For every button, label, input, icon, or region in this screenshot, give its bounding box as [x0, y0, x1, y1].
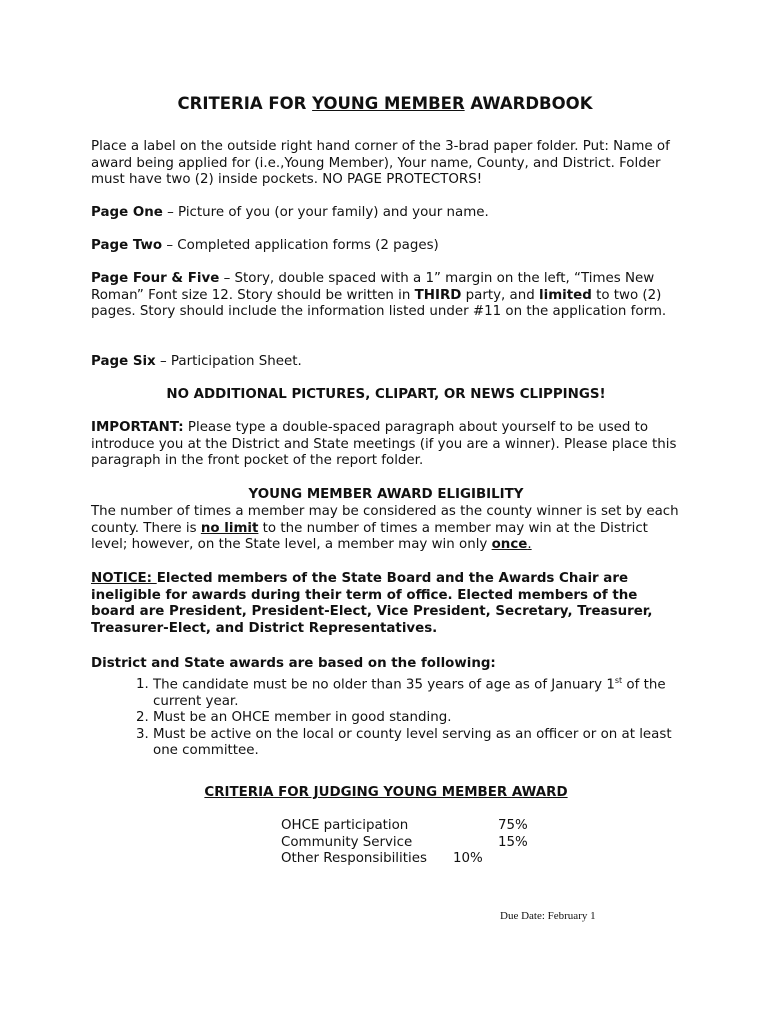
page-title [91, 94, 679, 114]
title-prefix: CRITERIA FOR [177, 94, 313, 113]
table-row [281, 818, 581, 835]
page-six-text: – Participation Sheet. [155, 354, 302, 369]
eligibility-text2: to the number of times a member may win at the District level; however, on the State level, a member may win only [91, 520, 648, 552]
eligibility-text1: The number of times a member may be considered as the county winner is set by each county. There is [91, 504, 679, 536]
page-four-five-bold1: THIRD [414, 287, 462, 303]
table-row [281, 835, 581, 852]
page-two-label: Page Two [91, 238, 163, 253]
page-four-five-text3: to two (2) pages. Story should include the information listed under #11 on the application form. [91, 287, 667, 319]
page-two-text: – Completed application forms (2 pages) [162, 238, 439, 253]
page-one-text: – Picture of you (or your family) and your name. [162, 205, 489, 220]
intro-paragraph: Place a label on the outside right hand corner of the 3-brad paper folder. Put: Name of award being applied for (i.e.,Young Member), Your name, County, and District. Folder must have two (2) inside pockets. NO PAGE PROTECTORS! [91, 139, 670, 187]
list-item: 2. Must be an OHCE member in good standing. [153, 710, 681, 727]
page-four-five-text1: – Story, double spaced with a 1” margin on the left, “Times New Roman” Font size 12. Story should be written in [91, 271, 655, 303]
important-paragraph [91, 420, 681, 470]
awards-basis-heading: District and State awards are based on the following: [91, 656, 496, 671]
title-underlined: YOUNG MEMBER [312, 94, 465, 113]
criteria-label: Other Responsibilities [281, 851, 427, 866]
due-date: Due Date: February 1 [500, 910, 596, 922]
list-item: 3. Must be active on the local or county level serving as an officer or on at least one committee. [153, 727, 681, 760]
awards-basis-list-wrap [91, 673, 681, 760]
list-item-text: of the current year. [153, 677, 666, 709]
no-additional-notice: NO ADDITIONAL PICTURES, CLIPART, OR NEWS CLIPPINGS! [166, 387, 606, 402]
eligibility-text3: . [527, 537, 532, 552]
awards-basis-list [91, 673, 681, 760]
list-item [153, 673, 681, 710]
page-four-five-label: Page Four & Five [91, 271, 220, 286]
page-six-label: Page Six [91, 354, 156, 369]
superscript: st [614, 676, 623, 685]
table-row [281, 851, 581, 868]
important-text: Please type a double-spaced paragraph about yourself to be used to introduce you at the District and State meetings (if you are a winner). Please place this paragraph in the front pocket of the report folder. [91, 420, 677, 468]
page-four-five-text2: party, and [461, 287, 540, 303]
eligibility-heading: YOUNG MEMBER AWARD ELIGIBILITY [248, 487, 524, 502]
criteria-value: 10% [453, 851, 483, 866]
judging-heading: CRITERIA FOR JUDGING YOUNG MEMBER AWARD [204, 785, 568, 800]
list-item-text: The candidate must be no older than 35 years of age as of January 1 [153, 677, 615, 693]
important-label: IMPORTANT: [91, 420, 184, 435]
page-one-paragraph [91, 205, 681, 222]
page-six-paragraph [91, 354, 681, 371]
notice-label: NOTICE: [91, 571, 157, 586]
eligibility-once: once [491, 537, 528, 552]
page-two-paragraph [91, 238, 681, 255]
criteria-value: 15% [498, 834, 528, 850]
notice-text: Elected members of the State Board and the Awards Chair are ineligible for awards during their term of office. Elected members of the board are President, President-Elect, Vice President, Secretary, Treasurer, Treasurer-Elect, and District Representatives. [91, 571, 653, 636]
judging-table [281, 818, 581, 868]
eligibility-paragraph [91, 504, 681, 554]
page-one-label: Page One [91, 205, 163, 220]
title-suffix: AWARDBOOK [464, 94, 593, 113]
eligibility-no-limit: no limit [200, 520, 259, 536]
criteria-label: OHCE participation [281, 818, 409, 833]
page-four-five-paragraph [91, 271, 681, 321]
page-four-five-bold2: limited [539, 287, 592, 303]
criteria-label: Community Service [281, 834, 413, 850]
notice-paragraph [91, 571, 681, 637]
criteria-value: 75% [498, 818, 528, 833]
